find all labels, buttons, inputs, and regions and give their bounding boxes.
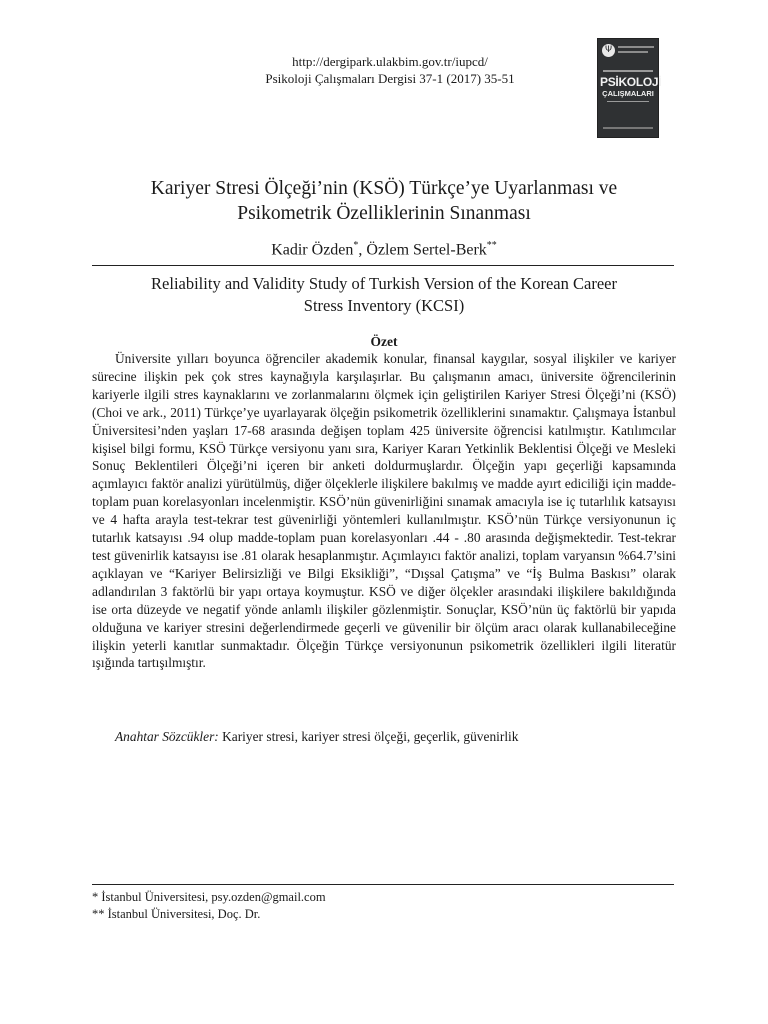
title-divider (92, 265, 674, 266)
title-en-line2: Stress Inventory (KCSI) (303, 296, 465, 315)
author-affiliation-mark: ** (486, 240, 497, 251)
journal-citation: Psikoloji Çalışmaları Dergisi 37-1 (2017) 35-51 (265, 71, 515, 86)
abstract-heading: Özet (370, 334, 398, 349)
author-name: Özlem Sertel-Berk (366, 241, 487, 259)
author-affiliation-mark: * (353, 240, 359, 251)
cover-title-line2: ÇALIŞMALARI (602, 89, 654, 98)
article-title-turkish (60, 176, 708, 226)
abstract-body: Üniversite yılları boyunca öğrenciler akademik konular, finansal kaygılar, sosyal ilişkiler ve kariyer sürecine ilişkin pek çok stres kaynağıyla karşılaşırlar. Bu çalışmanın amacı, üniversite öğrencilerinin kariyerle ilgili stres kaynaklarını ve zorlanmalarını ölçmek için geliştirilen Kariyer Stresi Ölçeği’ni (KSÖ) (Choi ve ark., 2011) Türkçe’ye uyarlayarak ölçeğin psikometrik özelliklerini sınamaktır. Çalışmaya İstanbul Üniversitesi’nden yaşları 17-68 arasında değişen toplam 425 üniversite öğrencisi katılmıştır. Katılımcılar kişisel bilgi formu, KSÖ Türkçe versiyonu yanı sıra, Kariyer Kararı Yetkinlik Beklentisi Ölçeği ve Mesleki Sonuç Beklentileri Ölçeği’ni içeren bir anketi doldurmuşlardır. Ölçeğin yapı geçerliği kapsamında açımlayıcı faktör analizi yürütülmüş, diğer ölçeklerle ilişkilere bakılmış ve madde ayırt ediciliği için madde-toplam puan korelasyonları incelenmiştir. KSÖ’nün güvenirliğini sınamak amacıyla ise iç tutarlılık katsayısı ve 4 hafta arayla test-tekrar test güvenirliği yöntemleri kullanılmıştır. KSÖ’nün Türkçe versiyonunun iç tutarlık katsayısı .94 olup madde-toplam puan korelasyonları .44 - .80 arasında değişmektedir. Test-tekrar test güvenirlik katsayısı ise .81 olarak hesaplanmıştır. Açımlayıcı faktör analizi, toplam varyansın %64.7’sini açıklayan ve “Kariyer Belirsizliği ve Bilgi Eksikliği”, “Dışsal Çatışma” ve “İş Bulma Baskısı” olarak adlandırılan 3 faktörlü bir yapı ortaya koymuştur. KSÖ ve diğer ölçekler arasındaki ilişkilere bakıldığında ise orta düzeyde ve negatif yönde anlamlı ilişkiler gözlenmiştir. Sonuçlar, KSÖ’nün üç faktörlü bir yapıda olduğuna ve kariyer stresini değerlendirmede geçerli ve güvenilir bir ölçüm aracı olarak kullanabileceğine ilişkin yeterli kanıtlar sunmaktadır. Ölçeğin Türkçe versiyonunun psikometrik özellikleri ilgili literatür ışığında tartışılmıştır. (92, 351, 676, 671)
title-tr-line1: Kariyer Stresi Ölçeği’nin (KSÖ) Türkçe’ye Uyarlanması ve (150, 178, 618, 199)
footnote-1: * İstanbul Üniversitesi, psy.ozden@gmail.com (92, 890, 326, 904)
keywords-label: Anahtar Sözcükler: (115, 729, 219, 744)
footnote-2: ** İstanbul Üniversitesi, Doç. Dr. (92, 906, 261, 921)
author-list: Kadir Özden*, Özlem Sertel-Berk** (271, 240, 497, 259)
journal-header (240, 53, 540, 87)
journal-cover-image (597, 38, 662, 138)
title-en-line1: Reliability and Validity Study of Turkish Version of the Korean Career (151, 274, 617, 293)
journal-url[interactable]: http://dergipark.ulakbim.gov.tr/iupcd/ (292, 54, 488, 69)
cover-title-line1: PSİKOLOJİ (600, 75, 662, 89)
author-name: Kadir Özden (271, 241, 354, 259)
footnotes (92, 889, 674, 922)
title-tr-line2: Psikometrik Özelliklerinin Sınanması (237, 203, 531, 224)
keywords-line (92, 728, 676, 746)
footnote-divider (92, 884, 674, 885)
keywords-list: Kariyer stresi, kariyer stresi ölçeği, geçerlik, güvenirlik (218, 729, 519, 744)
article-title-english (60, 273, 708, 317)
psi-symbol-icon: Ψ (602, 44, 615, 57)
